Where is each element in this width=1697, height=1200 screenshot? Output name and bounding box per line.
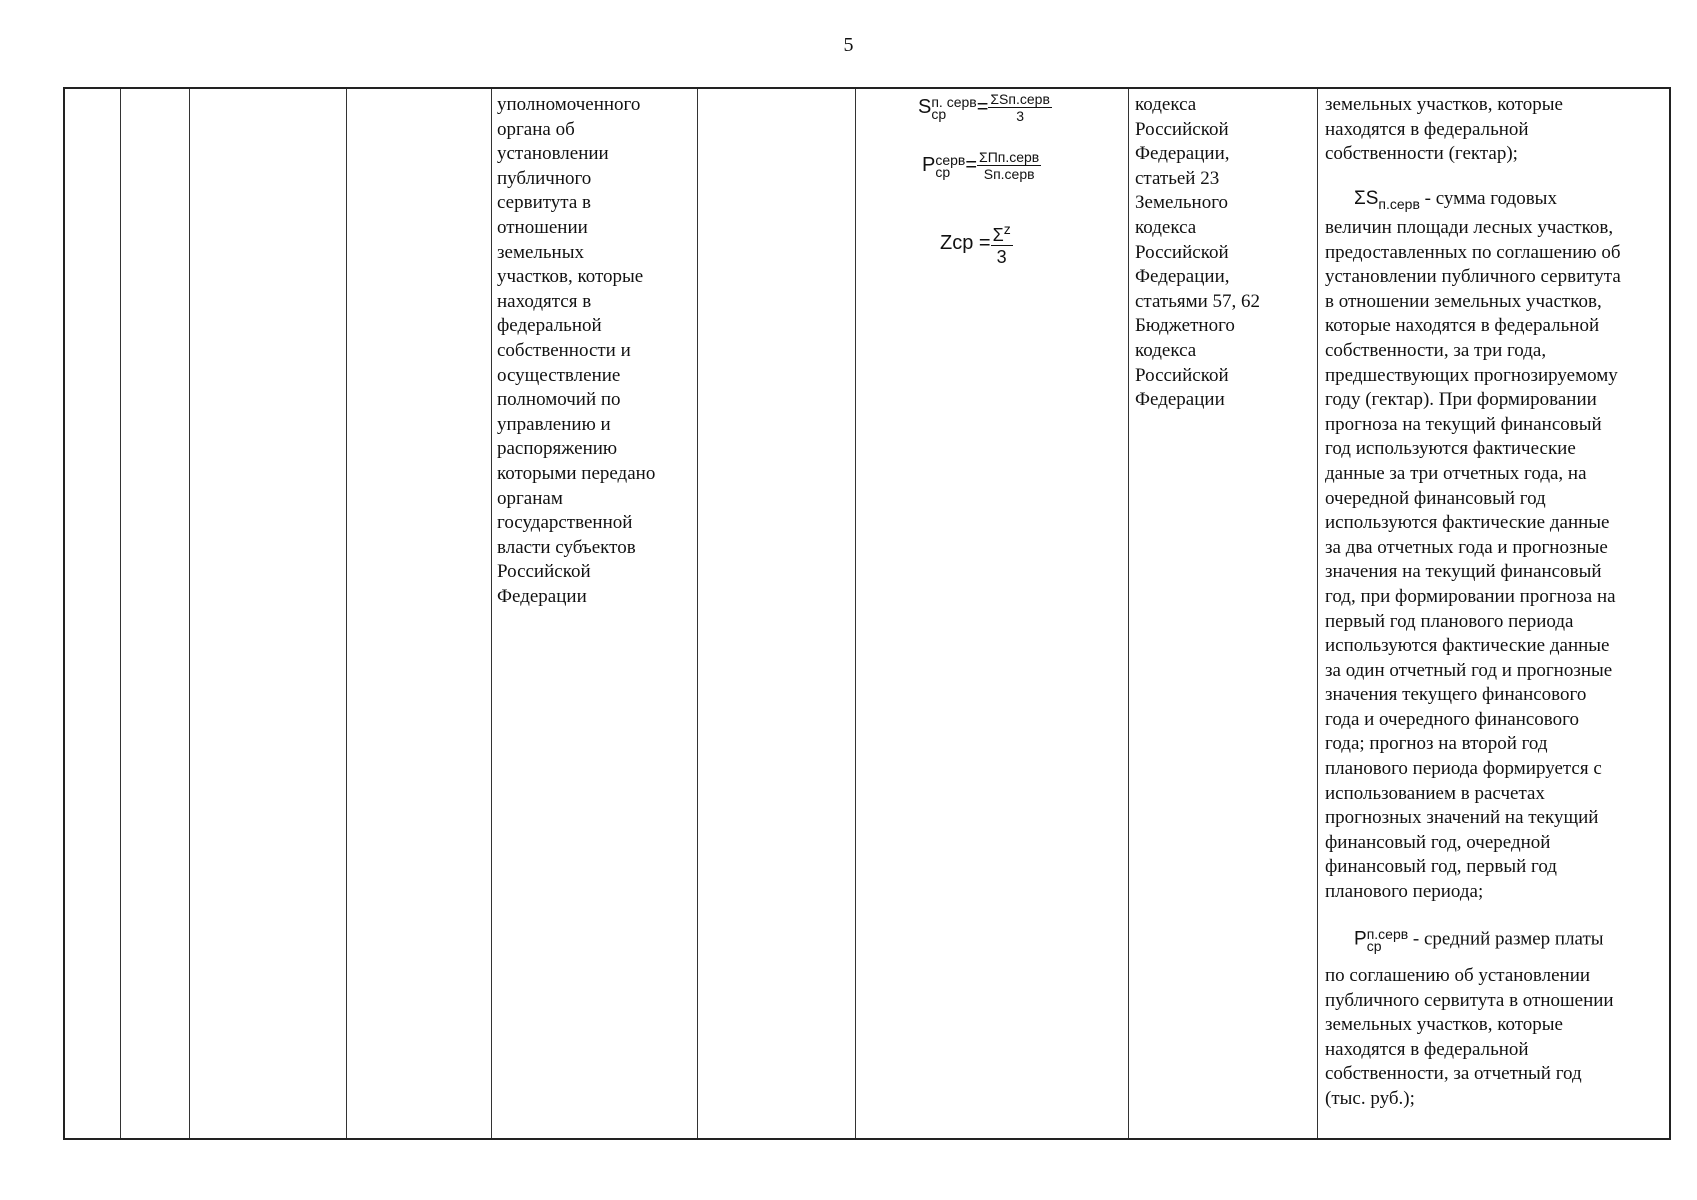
cell-legal-basis: кодекса Российской Федерации, статьей 23 Земельного кодекса Российской Федерации, статьями 57, 62 Бюджетного кодекса Российской Федерации <box>1135 94 1261 411</box>
description-symbol-line: P п.серв ср - средний размер платы <box>1354 926 1604 954</box>
column-divider <box>697 89 698 1138</box>
column-divider <box>120 89 121 1138</box>
formula-payment-average: P серв ср = $\frac{\text{ΣПп.серв}}{\text{Sп.серв}}$ <box>922 149 1040 182</box>
column-divider <box>491 89 492 1138</box>
formula-z-average: Zср = $\frac{\Sigma^z}{3}$ <box>940 221 1011 267</box>
description-paragraph: по соглашению об установлении публичного сервитута в отношении земельных участков, которые находятся в федеральной собственности, за отчетный год (тыс. руб.); <box>1325 965 1614 1109</box>
description-paragraph: величин площади лесных участков, предоставленных по соглашению об установлении публичного сервитута в отношении земельных участков, которые находятся в федеральной собственности, за три года, предшествующих прогнозируемому году (гектар). При формировании прогноза на текущий финансовый год используются фактические данные за три отчетных года, на очередной финансовый год используются фактические данные за два отчетных года и прогнозные значения на текущий финансовый год, при формировании прогноза на первый год планового периода используются фактические данные за один отчетный год и прогнозные значения текущего финансового года и очередного финансового года; прогноз на второй год планового периода формируется с использованием в расчетах прогнозных значений на текущий финансовый год, очередной финансовый год, первый год планового периода; <box>1325 217 1621 903</box>
column-divider <box>189 89 190 1138</box>
document-table <box>63 87 1671 1140</box>
column-divider <box>855 89 856 1138</box>
page-number: 5 <box>843 34 854 56</box>
formula-area-average: S п. серв ср = $\frac{\text{ΣSп.серв}}{3}$ <box>918 91 1050 124</box>
column-divider <box>1317 89 1318 1138</box>
column-divider <box>346 89 347 1138</box>
column-divider <box>1128 89 1129 1138</box>
description-paragraph: земельных участков, которые находятся в федеральной собственности (гектар); <box>1325 94 1563 165</box>
cell-authority-description: уполномоченного органа об установлении публичного сервитута в отношении земельных участков, которые находятся в федеральной собственности и осуществление полномочий по управлению и распоряжению которыми передано органам государственной власти субъектов Российской Федерации <box>497 94 656 607</box>
description-symbol-line: $\Sigma S_{п.серв}$ - сумма годовых <box>1354 188 1557 212</box>
